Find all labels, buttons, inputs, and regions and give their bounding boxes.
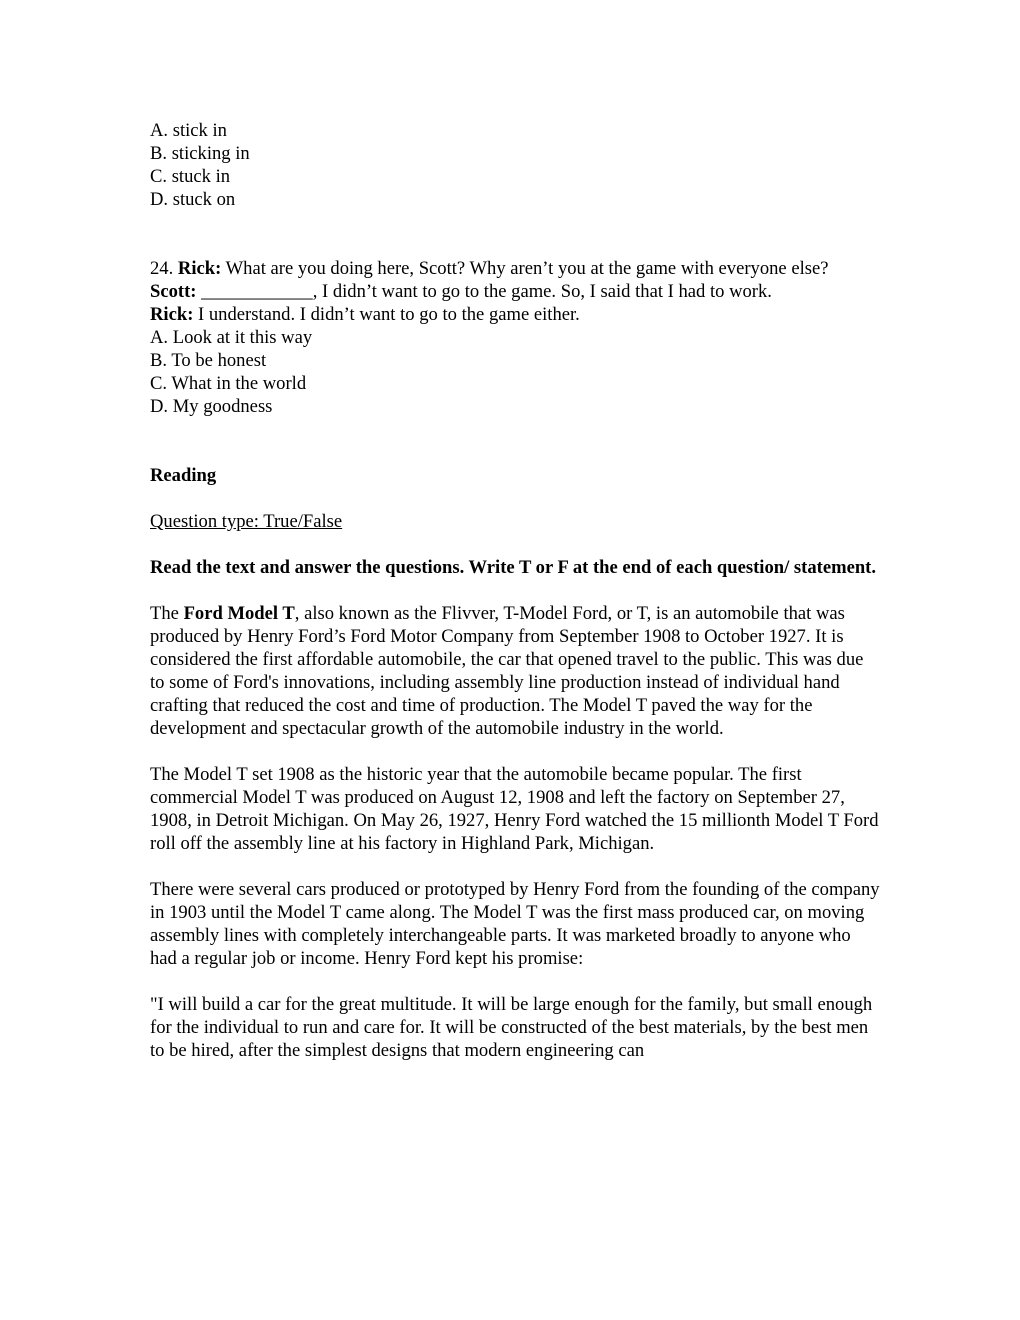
q24-scott-line bbox=[150, 280, 880, 303]
paragraph-4-quote: "I will build a car for the great multitude. It will be large enough for the family, but small enough for the individual to run and care for. It will be constructed of the best materials, by the best men to be hired, after the simplest designs that modern engineering can bbox=[150, 994, 873, 1061]
q24-option-a: A. Look at it this way bbox=[150, 327, 313, 348]
q23-option-c: C. stuck in bbox=[150, 166, 231, 187]
paragraph-2: The Model T set 1908 as the historic year that the automobile became popular. The first commercial Model T was produced on August 12, 1908 and left the factory on September 27, 1908, in Detroit Michigan. On May 26, 1927, Henry Ford watched the 15 millionth Model T Ford roll off the assembly line at his factory in Highland Park, Michigan. bbox=[150, 764, 879, 854]
q24-scott-text: ____________, I didn’t want to go to the game. So, I said that I had to work. bbox=[201, 281, 772, 302]
q24-rick-text: What are you doing here, Scott? Why aren’t you at the game with everyone else? bbox=[225, 258, 829, 279]
paragraph-3: There were several cars produced or prototyped by Henry Ford from the founding of the company in 1903 until the Model T came along. The Model T was the first mass produced car, on moving assembly lines with completely interchangeable parts. It was marketed broadly to anyone who had a regular job or income. Henry Ford kept his promise: bbox=[150, 879, 880, 969]
reading-heading bbox=[150, 464, 880, 487]
q23-option-d: D. stuck on bbox=[150, 189, 236, 210]
paragraph-1 bbox=[150, 602, 880, 740]
reading-heading-text: Reading bbox=[150, 465, 217, 486]
spacer bbox=[150, 533, 880, 556]
q24-option-c: C. What in the world bbox=[150, 373, 307, 394]
q24-option-d: D. My goodness bbox=[150, 396, 273, 417]
spacer bbox=[150, 487, 880, 510]
q24-number: 24. bbox=[150, 258, 174, 279]
q24-rick-line bbox=[150, 257, 880, 280]
q24-rick-name2: Rick: bbox=[150, 304, 194, 325]
p1-after: , also known as the Flivver, T-Model Ford, or T, is an automobile that was produced by Henry Ford’s Ford Motor Company from September 1908 to October 1927. It is considered the first affordable automobile, the car that opened travel to the public. This was due to some of Ford's innovations, including assembly line production instead of individual hand crafting that reduced the cost and time of production. The Model T paved the way for the development and spectacular growth of the automobile industry in the world. bbox=[150, 603, 864, 739]
q24-rick-line2 bbox=[150, 303, 880, 326]
instruction-text: Read the text and answer the questions. Write T or F at the end of each question/ statement. bbox=[150, 557, 877, 578]
spacer bbox=[150, 211, 880, 257]
p1-before: The bbox=[150, 603, 184, 624]
q23-options bbox=[150, 119, 880, 211]
document-page bbox=[150, 119, 880, 1062]
spacer bbox=[150, 418, 880, 464]
p1-bold: Ford Model T bbox=[183, 603, 295, 624]
q24-rick-text2: I understand. I didn’t want to go to the game either. bbox=[198, 304, 580, 325]
spacer bbox=[150, 740, 880, 763]
spacer bbox=[150, 855, 880, 878]
question-type: Question type: True/False bbox=[150, 511, 343, 532]
spacer bbox=[150, 970, 880, 993]
q24-rick-name: Rick: bbox=[177, 258, 222, 279]
instruction bbox=[150, 556, 880, 579]
q24-option-b: B. To be honest bbox=[150, 350, 267, 371]
q23-option-b: B. sticking in bbox=[150, 143, 250, 164]
q24-scott-name: Scott: bbox=[150, 281, 197, 302]
question-24 bbox=[150, 257, 880, 418]
q23-option-a: A. stick in bbox=[150, 120, 227, 141]
spacer bbox=[150, 579, 880, 602]
